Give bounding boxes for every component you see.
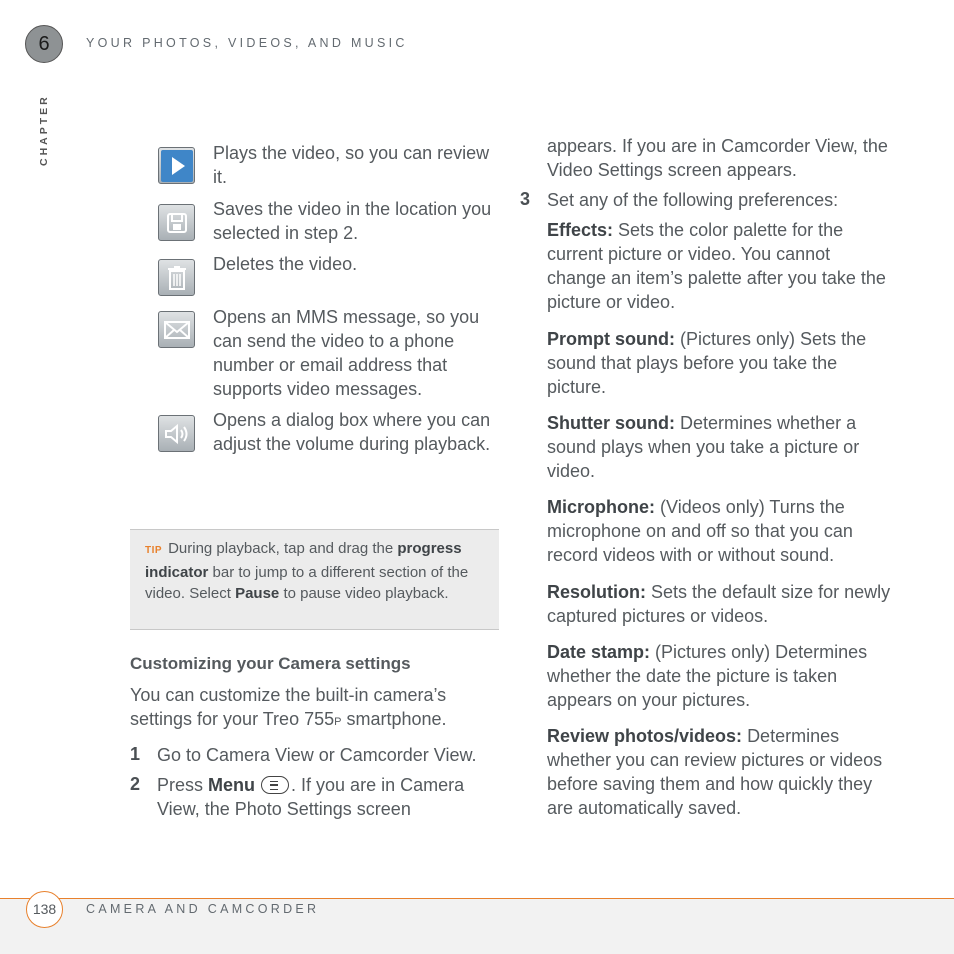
icon-row-text: Opens an MMS message, so you can send the video to a phone number or email address that supports video messages.	[213, 307, 480, 399]
tip-text: to pause video playback.	[283, 585, 449, 602]
chapter-vertical-label: CHAPTER	[38, 94, 50, 166]
section-heading: Customizing your Camera settings	[130, 654, 411, 673]
trash-icon	[158, 259, 195, 296]
pref-microphone: Microphone: (Videos only) Turns the microphone on and off so that you can record videos with or without sound.	[547, 497, 853, 565]
step-3-text: Set any of the following preferences:	[547, 190, 839, 210]
pref-resolution: Resolution: Sets the default size for newly captured pictures or videos.	[547, 582, 891, 626]
step-2-continued: appears. If you are in Camcorder View, the Video Settings screen appears.	[547, 136, 888, 180]
chapter-number-badge: 6	[25, 25, 63, 63]
menu-button-icon	[261, 776, 289, 794]
menu-label: Menu	[208, 775, 256, 795]
page-number: 138	[26, 891, 63, 928]
save-icon	[158, 204, 195, 241]
section-intro: You can customize the built-in camera’s settings for your Treo 755P smartphone.	[130, 685, 447, 729]
step-2-text: Press Menu . If you are in Camera View, the Photo Settings screen	[157, 775, 465, 819]
footer-title: CAMERA AND CAMCORDER	[86, 902, 320, 916]
speaker-icon	[158, 415, 195, 452]
icon-row-text: Plays the video, so you can review it.	[213, 143, 490, 187]
tip-text: bar to jump to a different section of the video. Select	[145, 563, 469, 602]
icon-row-text: Opens a dialog box where you can adjust the volume during playback.	[213, 410, 491, 454]
footer-divider	[0, 898, 954, 899]
step-number: 2	[130, 774, 141, 794]
pref-shutter-sound: Shutter sound: Determines whether a sound plays when you take a picture or video.	[547, 413, 860, 481]
icon-row-text: Deletes the video.	[213, 254, 358, 274]
tip-box	[130, 529, 499, 630]
envelope-icon	[158, 311, 195, 348]
play-icon	[158, 147, 195, 184]
step-number: 1	[130, 744, 141, 764]
tip-label: TIP	[145, 545, 163, 556]
tip-bold-pause: Pause	[235, 585, 280, 602]
pref-prompt-sound: Prompt sound: (Pictures only) Sets the sound that plays before you take the picture.	[547, 329, 867, 397]
pref-review: Review photos/videos: Determines whether you can review pictures or videos before saving them and how quickly they are automatically saved.	[547, 726, 883, 818]
pref-date-stamp: Date stamp: (Pictures only) Determines whether the date the picture is taken appears on your pictures.	[547, 642, 868, 710]
pref-effects: Effects: Sets the color palette for the current picture or video. You cannot change an item’s palette after you take the picture or video.	[547, 220, 886, 312]
step-1-text: Go to Camera View or Camcorder View.	[157, 745, 477, 765]
tip-bold-progress: progress indicator	[145, 540, 462, 581]
chapter-title: YOUR PHOTOS, VIDEOS, AND MUSIC	[86, 36, 408, 50]
step-number: 3	[520, 189, 531, 209]
tip-text: During playback, tap and drag the	[168, 540, 394, 557]
icon-row-text: Saves the video in the location you selected in step 2.	[213, 199, 492, 243]
